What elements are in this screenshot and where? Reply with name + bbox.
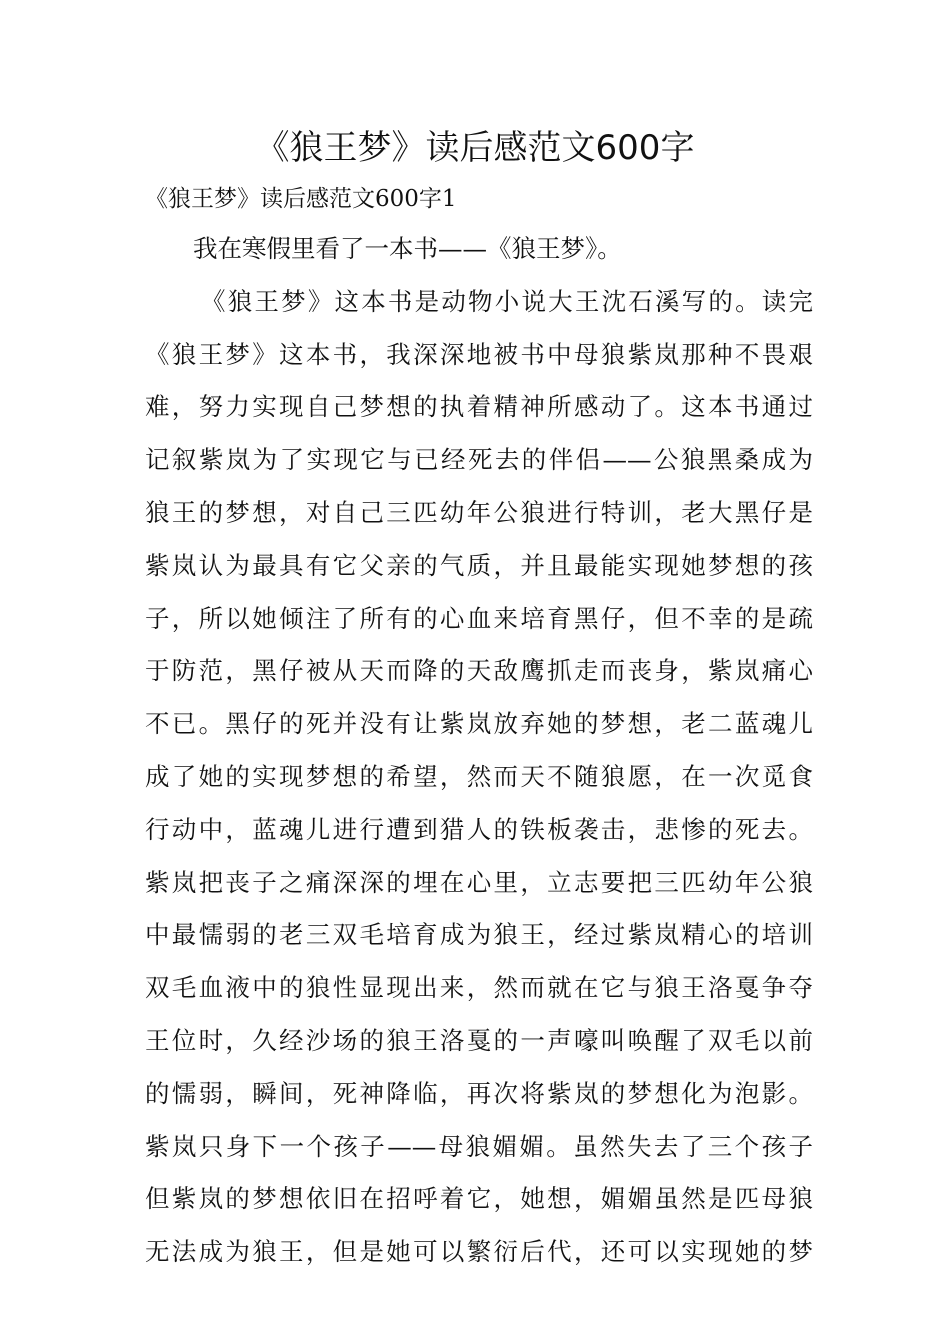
text-line: 子，所以她倾注了所有的心血来培育黑仔，但不幸的是疏	[145, 603, 813, 633]
body-text	[145, 229, 813, 1285]
text-line: 我在寒假里看了一本书——《狼王梦》。	[193, 234, 622, 263]
text-line: 但紫岚的梦想依旧在招呼着它，她想，媚媚虽然是匹母狼	[145, 1184, 813, 1214]
text-line: 的懦弱，瞬间，死神降临，再次将紫岚的梦想化为泡影。	[145, 1078, 813, 1108]
document-title: 《狼王梦》读后感范文600字	[255, 128, 695, 168]
text-line: 紫岚把丧子之痛深深的埋在心里，立志要把三匹幼年公狼	[145, 867, 813, 897]
section-heading: 《狼王梦》读后感范文600字1	[145, 186, 457, 212]
text-line: 不已。黑仔的死并没有让紫岚放弃她的梦想，老二蓝魂儿	[145, 709, 813, 739]
text-line: 无法成为狼王，但是她可以繁衍后代，还可以实现她的梦	[145, 1237, 813, 1267]
text-line: 于防范，黑仔被从天而降的天敌鹰抓走而丧身，紫岚痛心	[145, 656, 813, 686]
text-line: 行动中，蓝魂儿进行遭到猎人的铁板袭击，悲惨的死去。	[145, 814, 813, 844]
text-line: 王位时，久经沙场的狼王洛戛的一声嚎叫唤醒了双毛以前	[145, 1025, 813, 1055]
text-line: 中最懦弱的老三双毛培育成为狼王，经过紫岚精心的培训	[145, 920, 813, 950]
text-line: 记叙紫岚为了实现它与已经死去的伴侣——公狼黑桑成为	[145, 445, 813, 475]
text-line: 成了她的实现梦想的希望，然而天不随狼愿，在一次觅食	[145, 761, 813, 791]
text-line: 难，努力实现自己梦想的执着精神所感动了。这本书通过	[145, 392, 813, 422]
text-line: 狼王的梦想，对自己三匹幼年公狼进行特训，老大黑仔是	[145, 497, 813, 527]
text-line: 《狼王梦》这本书是动物小说大王沈石溪写的。读完	[201, 286, 813, 316]
text-line: 紫岚只身下一个孩子——母狼媚媚。虽然失去了三个孩子	[145, 1131, 813, 1161]
text-line: 紫岚认为最具有它父亲的气质，并且最能实现她梦想的孩	[145, 550, 813, 580]
text-line: 《狼王梦》这本书，我深深地被书中母狼紫岚那种不畏艰	[145, 339, 813, 369]
text-line: 双毛血液中的狼性显现出来，然而就在它与狼王洛戛争夺	[145, 973, 813, 1003]
